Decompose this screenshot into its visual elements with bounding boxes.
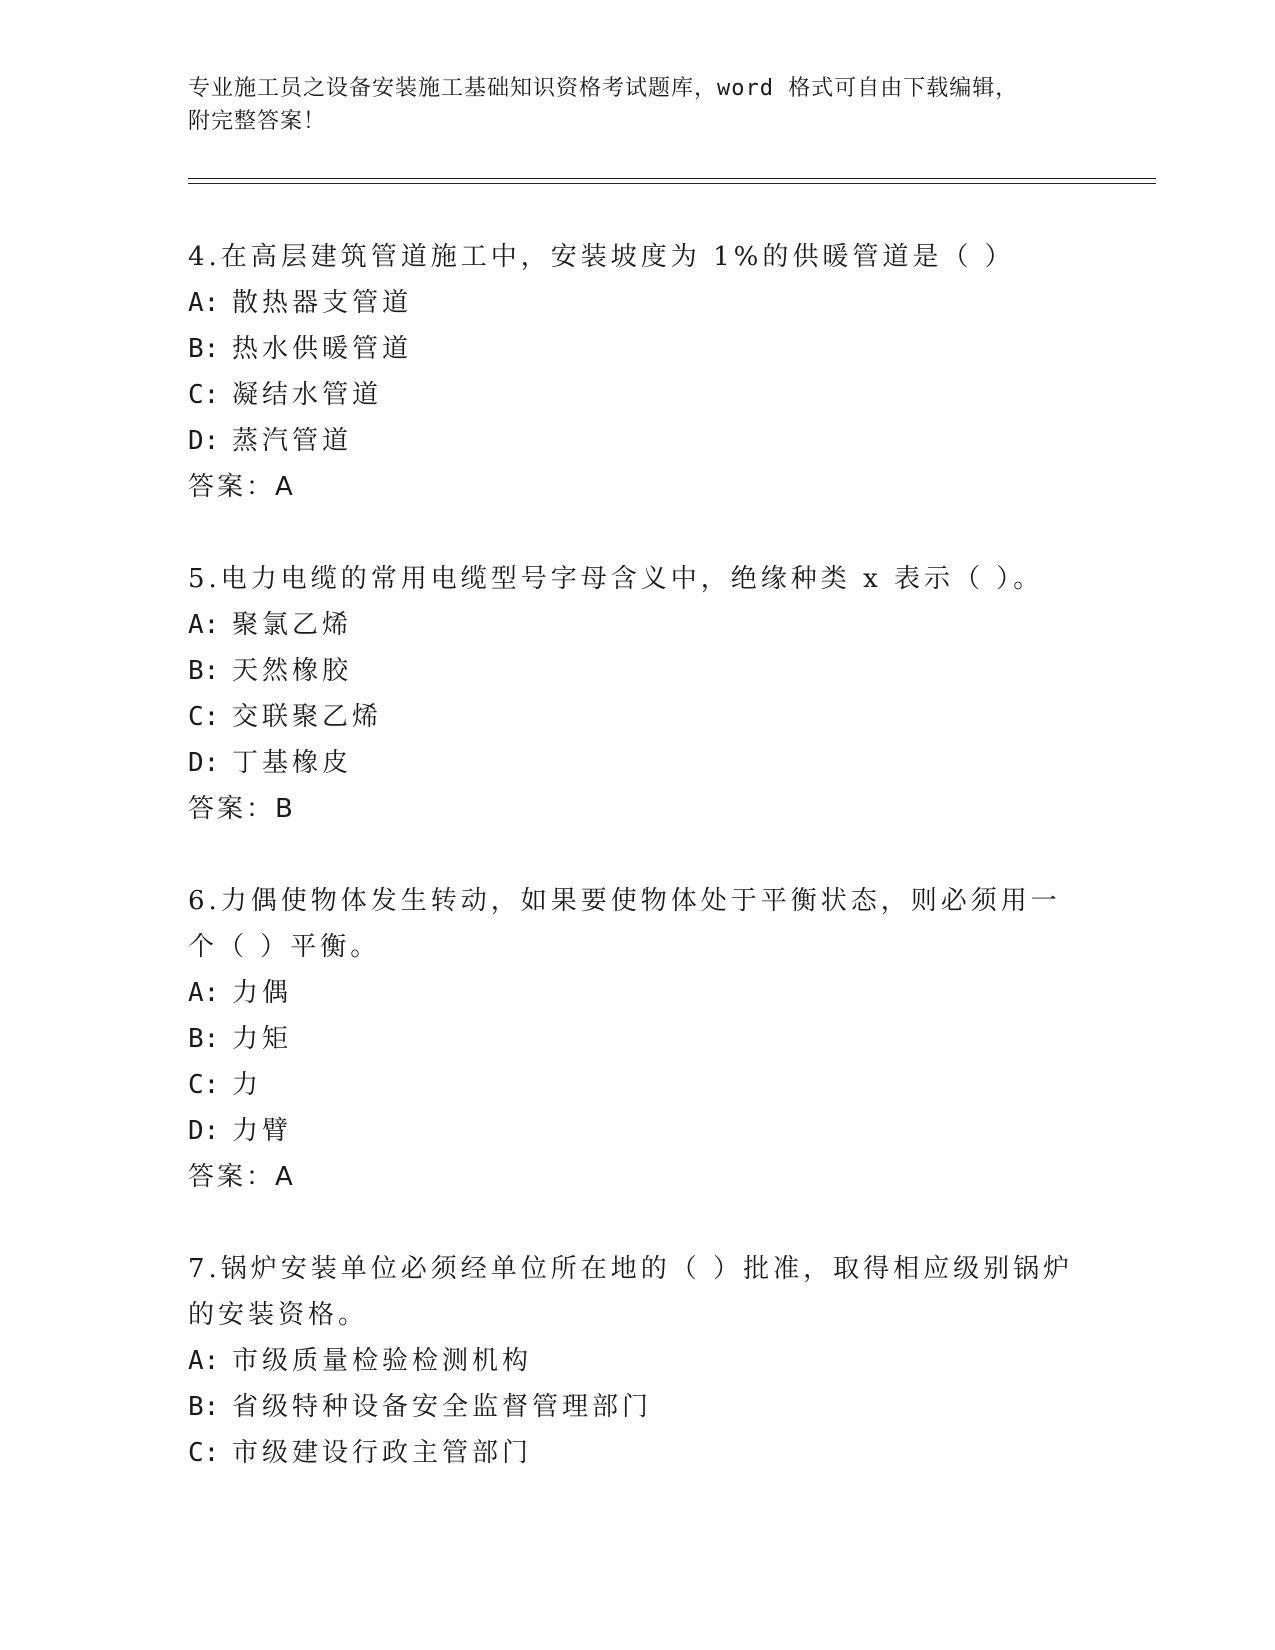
option-letter: C: — [188, 380, 220, 410]
option-b — [188, 1016, 1088, 1062]
option-text: 丁基橡皮 — [232, 748, 353, 778]
question-stem: 6.力偶使物体发生转动，如果要使物体处于平衡状态，则必须用一个（ ）平衡。 — [188, 886, 1061, 962]
option-a — [188, 1338, 1088, 1384]
question-4 — [188, 234, 1088, 510]
option-d — [188, 418, 1088, 464]
answer-label: 答案：A — [188, 472, 296, 502]
option-letter: D: — [188, 748, 220, 778]
option-letter: B: — [188, 1392, 220, 1422]
option-d — [188, 1108, 1088, 1154]
option-a — [188, 280, 1088, 326]
question-6 — [188, 878, 1088, 1200]
option-text: 力臂 — [232, 1116, 293, 1146]
question-stem: 7.锅炉安装单位必须经单位所在地的（ ）批准，取得相应级别锅炉的安装资格。 — [188, 1254, 1074, 1330]
question-list — [188, 234, 1088, 1522]
option-b — [188, 648, 1088, 694]
question-stem: 4.在高层建筑管道施工中，安装坡度为 1%的供暖管道是（ ） — [188, 242, 1015, 272]
option-text: 聚氯乙烯 — [232, 610, 353, 640]
option-letter: B: — [188, 334, 220, 364]
option-text: 力偶 — [232, 978, 293, 1008]
option-b — [188, 326, 1088, 372]
option-text: 天然橡胶 — [232, 656, 353, 686]
header-divider-bottom — [188, 183, 1156, 184]
option-letter: D: — [188, 426, 220, 456]
header-divider-top — [188, 178, 1156, 179]
option-letter: A: — [188, 288, 220, 318]
option-a — [188, 970, 1088, 1016]
header-line-1: 专业施工员之设备安装施工基础知识资格考试题库，word 格式可自由下载编辑， — [188, 76, 1019, 101]
option-c — [188, 372, 1088, 418]
option-d — [188, 740, 1088, 786]
option-a — [188, 602, 1088, 648]
question-stem: 5.电力电缆的常用电缆型号字母含义中，绝缘种类 x 表示（ ）。 — [188, 564, 1044, 594]
option-text: 热水供暖管道 — [232, 334, 413, 364]
option-c — [188, 1062, 1088, 1108]
option-b — [188, 1384, 1088, 1430]
option-letter: B: — [188, 656, 220, 686]
header-line-2: 附完整答案！ — [188, 109, 327, 134]
option-text: 市级质量检验检测机构 — [232, 1346, 533, 1376]
option-letter: C: — [188, 1438, 220, 1468]
option-letter: A: — [188, 1346, 220, 1376]
option-c — [188, 1430, 1088, 1476]
option-text: 力 — [232, 1070, 263, 1100]
option-letter: A: — [188, 610, 220, 640]
option-text: 力矩 — [232, 1024, 293, 1054]
document-header — [188, 72, 1068, 138]
answer-label: 答案：A — [188, 1162, 296, 1192]
option-letter: D: — [188, 1116, 220, 1146]
option-text: 交联聚乙烯 — [232, 702, 383, 732]
option-letter: C: — [188, 1070, 220, 1100]
option-letter: C: — [188, 702, 220, 732]
option-text: 省级特种设备安全监督管理部门 — [232, 1392, 653, 1422]
option-letter: B: — [188, 1024, 220, 1054]
question-7 — [188, 1246, 1088, 1476]
option-text: 市级建设行政主管部门 — [232, 1438, 533, 1468]
option-c — [188, 694, 1088, 740]
option-text: 散热器支管道 — [232, 288, 413, 318]
option-text: 蒸汽管道 — [232, 426, 353, 456]
answer-label: 答案：B — [188, 794, 296, 824]
option-text: 凝结水管道 — [232, 380, 383, 410]
option-letter: A: — [188, 978, 220, 1008]
question-5 — [188, 556, 1088, 832]
